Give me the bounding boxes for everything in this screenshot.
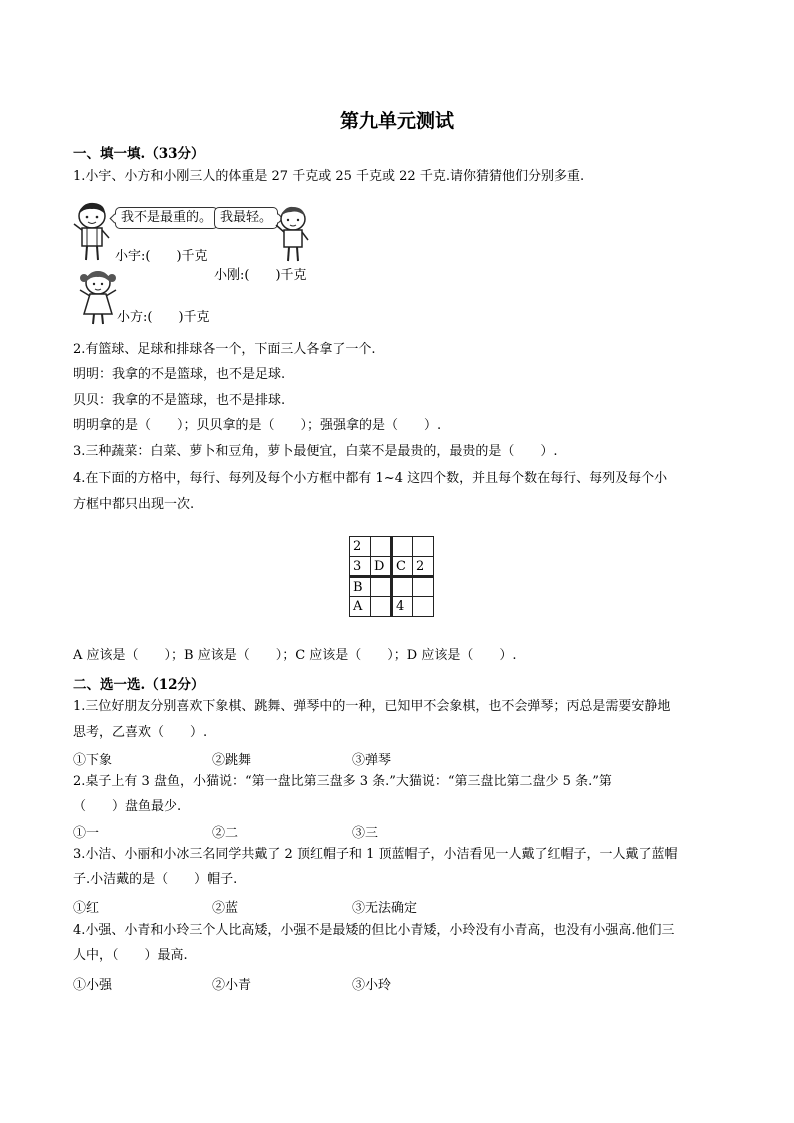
s2-q3-option: ①红 [73, 901, 100, 916]
grid-cell: 2 [350, 537, 371, 557]
s2-q3-option: ②蓝 [212, 901, 239, 916]
s2-q4-option: ③小玲 [352, 978, 392, 993]
grid-cell [413, 537, 434, 557]
blank-xiaoyu: 小宇:( )千克 [115, 249, 208, 264]
s2-q2-option: ③三 [352, 826, 379, 841]
q3-text: 3.三种蔬菜：白菜、萝卜和豆角，萝卜最便宜，白菜不是最贵的，最贵的是（ ）. [73, 444, 558, 459]
grid-cell [392, 577, 413, 597]
q2-answer: 明明拿的是（ ）；贝贝拿的是（ ）；强强拿的是（ ）. [73, 418, 442, 433]
grid-cell [392, 537, 413, 557]
sudoku-grid [349, 536, 434, 617]
grid-cell [371, 537, 392, 557]
grid-cell: 2 [413, 557, 434, 577]
s2-q1-option: ③弹琴 [352, 753, 392, 768]
grid-cell: A [350, 597, 371, 617]
q4-answer: A 应该是（ ）；B 应该是（ ）；C 应该是（ ）；D 应该是（ ）. [73, 648, 517, 663]
grid-cell [413, 597, 434, 617]
s2-q4-line2: 人中，（ ）最高. [73, 948, 188, 963]
speech-bubble-xiaoyu: 我不是最重的。 [115, 207, 218, 229]
q2-text: 2.有篮球、足球和排球各一个，下面三人各拿了一个. [73, 342, 376, 357]
grid-cell: 3 [350, 557, 371, 577]
page-title: 第九单元测试 [339, 110, 454, 132]
boy-xiaoyu-illustration [72, 200, 114, 262]
grid-cell: D [371, 557, 392, 577]
q4-line2: 方框中都只出现一次. [73, 497, 195, 512]
grid-cell [413, 577, 434, 597]
s2-q1-line2: 思考，乙喜欢（ ）. [73, 725, 208, 740]
q2-mingming: 明明：我拿的不是篮球，也不是足球. [73, 367, 286, 382]
section1-heading: 一、填一填.（33分） [73, 146, 205, 162]
s2-q1-option: ②跳舞 [212, 753, 252, 768]
s2-q3-line1: 3.小洁、小丽和小冰三名同学共戴了 2 顶红帽子和 1 顶蓝帽子，小洁看见一人戴了红帽子，一人戴了蓝帽 [73, 847, 678, 862]
s2-q2-option: ②二 [212, 826, 239, 841]
blank-xiaogang: 小刚:( )千克 [214, 268, 307, 283]
q4-line1: 4.在下面的方格中，每行、每列及每个小方框中都有 1~4 这四个数，并且每个数在每行、每列及每个小 [73, 471, 668, 486]
section2-heading: 二、选一选.（12分） [73, 677, 205, 693]
s2-q4-option: ①小强 [73, 978, 113, 993]
girl-xiaofang-illustration [76, 268, 120, 326]
s2-q1-option: ①下象 [73, 753, 113, 768]
q2-beibei: 贝贝：我拿的不是篮球，也不是排球. [73, 393, 286, 408]
s2-q1-line1: 1.三位好朋友分别喜欢下象棋、跳舞、弹琴中的一种，已知甲不会象棋，也不会弹琴；丙总是需要安静地 [73, 699, 671, 714]
speech-bubble-xiaogang: 我最轻。 [214, 207, 278, 229]
q1-text: 1.小宇、小方和小刚三人的体重是 27 千克或 25 千克或 22 千克.请你猜猜他们分别多重. [73, 169, 585, 184]
s2-q3-line2: 子.小洁戴的是（ ）帽子. [73, 872, 238, 887]
grid-cell: C [392, 557, 413, 577]
boy-xiaogang-illustration [273, 203, 313, 265]
s2-q2-line2: （ ）盘鱼最少. [73, 799, 182, 814]
grid-cell: 4 [392, 597, 413, 617]
grid-cell: B [350, 577, 371, 597]
s2-q2-line1: 2.桌子上有 3 盘鱼，小猫说：“第一盘比第三盘多 3 条.”大猫说：“第三盘比第二盘少 5 条.”第 [73, 774, 612, 789]
s2-q4-line1: 4.小强、小青和小玲三个人比高矮，小强不是最矮的但比小青矮，小玲没有小青高，也没有小强高.他们三 [73, 923, 675, 938]
blank-xiaofang: 小方:( )千克 [117, 310, 210, 325]
grid-cell [371, 597, 392, 617]
grid-cell [371, 577, 392, 597]
s2-q4-option: ②小青 [212, 978, 252, 993]
s2-q3-option: ③无法确定 [352, 901, 418, 916]
s2-q2-option: ①一 [73, 826, 100, 841]
